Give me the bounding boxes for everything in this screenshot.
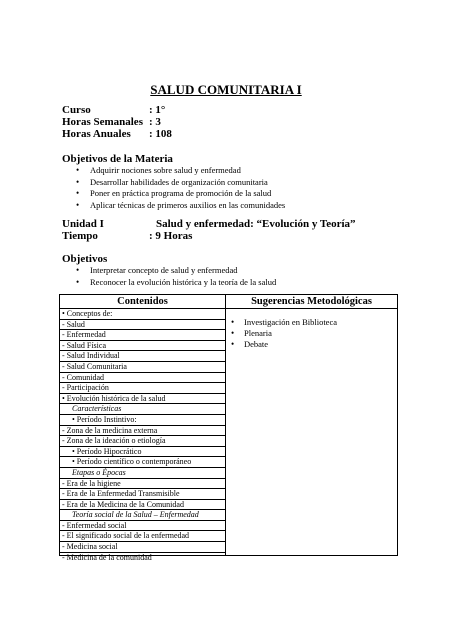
curso-label: Curso — [62, 104, 91, 116]
list-item: • Desarrollar habilidades de organización comunitaria — [74, 177, 285, 189]
table-row: - Zona de la ideación o etiología — [60, 436, 225, 447]
column-divider — [225, 295, 226, 555]
sugerencias-list — [230, 317, 337, 350]
list-item: • Debate — [230, 339, 337, 350]
table-row: - Medicina de la comunidad — [62, 552, 152, 562]
contenidos-column — [60, 309, 225, 562]
list-item: • Interpretar concepto de salud y enfermedad — [74, 265, 276, 277]
table-row: - Comunidad — [60, 373, 225, 384]
table-row: • Período Hipocrático — [60, 447, 225, 458]
curso-value: : 1° — [149, 104, 166, 116]
table-row: - Era de la Enfermedad Transmisible — [60, 489, 225, 500]
list-item: • Aplicar técnicas de primeros auxilios en las comunidades — [74, 200, 285, 212]
table-row: • Conceptos de: — [60, 309, 225, 320]
contenidos-table — [59, 294, 398, 562]
table-row: - Salud — [60, 320, 225, 331]
table-row: - Era de la higiene — [60, 479, 225, 490]
list-item: • Reconocer la evolución histórica y la teoría de la salud — [74, 277, 276, 289]
tiempo-label: Tiempo — [62, 230, 98, 242]
document-title: SALUD COMUNITARIA I — [150, 82, 302, 97]
list-item: • Adquirir nociones sobre salud y enfermedad — [74, 165, 285, 177]
table-row: • Período Instintivo: — [60, 415, 225, 426]
table-row: Teoría social de la Salud – Enfermedad — [60, 510, 225, 521]
table-row: - Participación — [60, 383, 225, 394]
objetivos-heading: Objetivos — [62, 253, 108, 265]
table-row: - Zona de la medicina externa — [60, 426, 225, 437]
table-row: Etapas o Épocas — [60, 468, 225, 479]
table-row: - Salud Individual — [60, 351, 225, 362]
horas-semanales-label: Horas Semanales — [62, 116, 143, 128]
header-contenidos: Contenidos — [117, 296, 168, 307]
table-row: - Salud Comunitaria — [60, 362, 225, 373]
table-row: • Período científico o contemporáneo — [60, 457, 225, 468]
objetivos-materia-list — [74, 165, 285, 211]
unidad-label: Unidad I — [62, 218, 104, 230]
list-item: • Poner en práctica programa de promoción de la salud — [74, 188, 285, 200]
table-row: - Salud Física — [60, 341, 225, 352]
list-item: • Plenaria — [230, 328, 337, 339]
objetivos-list — [74, 265, 276, 288]
table-row: • Evolución histórica de la salud — [60, 394, 225, 405]
header-sugerencias: Sugerencias Metodológicas — [251, 296, 372, 307]
list-item: • Investigación en Biblioteca — [230, 317, 337, 328]
tiempo-value: : 9 Horas — [149, 230, 193, 242]
table-row: - Enfermedad social — [60, 521, 225, 532]
table-row: - Enfermedad — [60, 330, 225, 341]
table-row: Características — [60, 404, 225, 415]
objetivos-materia-heading: Objetivos de la Materia — [62, 153, 173, 165]
horas-semanales-value: : 3 — [149, 116, 161, 128]
table-row: - El significado social de la enfermedad — [60, 531, 225, 542]
table-row: - Medicina social — [60, 542, 225, 553]
table-row: - Era de la Medicina de la Comunidad — [60, 500, 225, 511]
unidad-value: Salud y enfermedad: “Evolución y Teoría” — [156, 218, 356, 230]
horas-anuales-value: : 108 — [149, 128, 172, 140]
horas-anuales-label: Horas Anuales — [62, 128, 131, 140]
